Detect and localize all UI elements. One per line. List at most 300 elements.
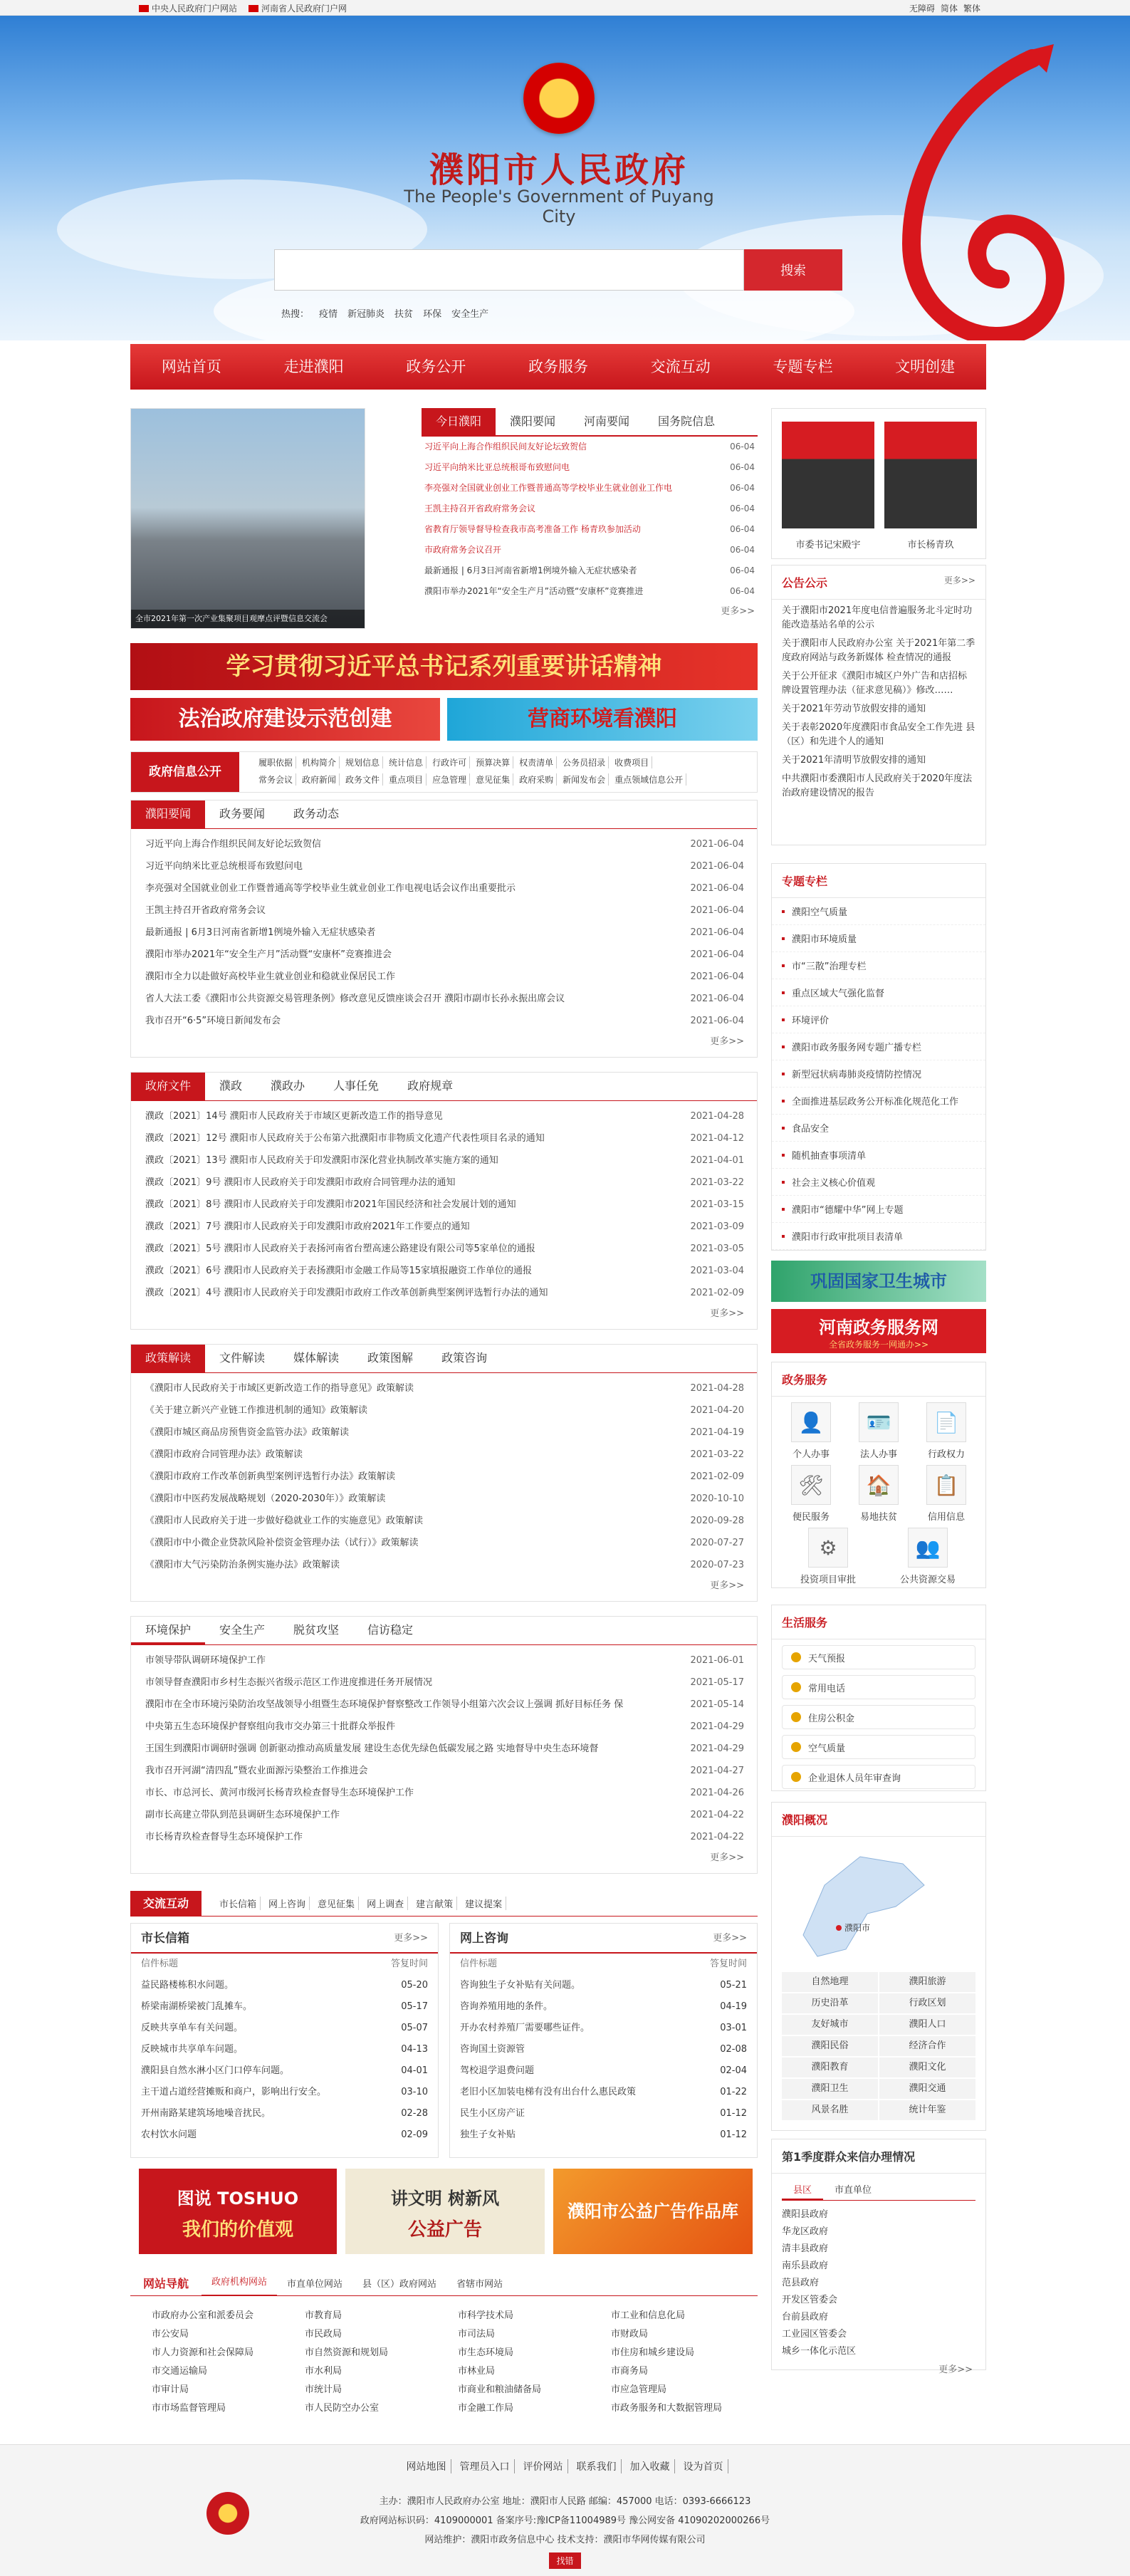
list-item[interactable]: [131, 1010, 757, 1032]
news-title[interactable]: 濮阳市举办2021年“安全生产月”活动暨“安康杯”竞赛推进: [424, 586, 644, 596]
letter-title[interactable]: 咨询独生子女补贴有关问题。: [460, 1980, 581, 1991]
site-link[interactable]: 市商业和粮油储备局: [458, 2384, 542, 2395]
overview-link[interactable]: 历史沿革: [782, 1993, 878, 2013]
gov-info-link[interactable]: 预算决算: [473, 756, 513, 768]
notice-item[interactable]: 关于濮阳市人民政府办公室 关于2021年第二季度政府网站与政务新媒体 检查情况的通报: [782, 638, 975, 663]
letter-title[interactable]: 桥梁南湖桥梁被门乱摊车。: [141, 2001, 253, 2012]
site-link[interactable]: 市交通运输局: [152, 2366, 208, 2377]
item-date: 2021-06-01: [690, 1655, 744, 1666]
list-item[interactable]: [131, 899, 757, 922]
letter-row[interactable]: [450, 2103, 757, 2124]
list-item[interactable]: [131, 988, 757, 1010]
list-item[interactable]: [131, 922, 757, 944]
news-title[interactable]: 市政府常务会议召开: [424, 545, 502, 555]
tab-today[interactable]: 今日濮阳: [422, 408, 496, 435]
leader-photo-2[interactable]: [884, 422, 977, 528]
service-item[interactable]: [849, 1402, 908, 1460]
list-item[interactable]: [131, 1716, 757, 1738]
gov-info-link[interactable]: 常务会议: [256, 773, 296, 786]
topic-item[interactable]: 随机抽查事项清单: [772, 1142, 985, 1169]
news-item[interactable]: [422, 478, 758, 499]
site-link[interactable]: 市人力资源和社会保障局: [152, 2347, 254, 2358]
tab-env-2[interactable]: 脱贫攻坚: [293, 1623, 340, 1637]
list-item[interactable]: [131, 1510, 757, 1532]
tab-docs-1[interactable]: 濮政办: [271, 1079, 305, 1093]
notice-item[interactable]: 关于表彰2020年度濮阳市食品安全工作先进 县（区）和先进个人的通知: [782, 722, 975, 747]
site-link[interactable]: 市金融工作局: [458, 2403, 514, 2414]
list-item[interactable]: [131, 1738, 757, 1760]
leader-photo-1[interactable]: [782, 422, 874, 528]
item-title[interactable]: 濮政〔2021〕6号 濮阳市人民政府关于表扬濮阳市金融工作局等15家填报融资工作单位的通报: [145, 1266, 533, 1276]
notice-item[interactable]: 关于濮阳市2021年度电信普遍服务北斗定时功能改造基站名单的公示: [782, 605, 973, 630]
site-link[interactable]: 市生态环境局: [458, 2347, 514, 2358]
site-link[interactable]: 市水利局: [305, 2366, 342, 2377]
letter-title[interactable]: 濮阳县自然水淋小区门口停车问题。: [141, 2065, 290, 2076]
item-title[interactable]: 市领导带队调研环境保护工作: [145, 1655, 266, 1666]
leader-name-1[interactable]: 市委书记宋殿宇: [795, 540, 861, 551]
letter-row[interactable]: [131, 1975, 438, 1996]
more-link[interactable]: 更多>>: [710, 1852, 744, 1863]
link-henan-gov[interactable]: [249, 2, 347, 14]
list-item[interactable]: [131, 1377, 757, 1399]
list-item[interactable]: [131, 1826, 757, 1848]
gov-info-link[interactable]: 政务文件: [342, 773, 383, 786]
list-item[interactable]: [131, 1172, 757, 1194]
item-title[interactable]: 《濮阳市城区商品房预售资金监管办法》政策解读: [145, 1427, 350, 1438]
list-item[interactable]: [131, 1194, 757, 1216]
gov-info-link[interactable]: 规划信息: [342, 756, 383, 768]
interaction-link[interactable]: 网上咨询: [265, 1897, 310, 1910]
site-link[interactable]: 市人民防空办公室: [305, 2403, 380, 2414]
item-title[interactable]: 濮政〔2021〕13号 濮阳市人民政府关于印发濮阳市深化营业执制改革实施方案的通知: [145, 1155, 498, 1166]
topic-item[interactable]: 食品安全: [772, 1115, 985, 1142]
tab-env-3[interactable]: 信访稳定: [367, 1623, 414, 1637]
tab-policy-2[interactable]: 政策图解: [367, 1351, 414, 1365]
error-report-badge[interactable]: 找错: [549, 2552, 580, 2569]
site-link[interactable]: 市审计局: [152, 2384, 189, 2395]
health-city-banner[interactable]: 巩固国家卫生城市: [771, 1261, 986, 1302]
list-item[interactable]: [131, 1399, 757, 1422]
site-link[interactable]: 市科学技术局: [458, 2310, 514, 2321]
list-item[interactable]: [131, 1488, 757, 1510]
list-item[interactable]: [131, 1672, 757, 1694]
gov-info-link[interactable]: 权责清单: [516, 756, 557, 768]
news-item[interactable]: [422, 499, 758, 519]
letter-row[interactable]: [131, 2082, 438, 2103]
overview-link[interactable]: 濮阳文化: [879, 2058, 975, 2077]
item-title[interactable]: 《濮阳市大气污染防治条例实施办法》政策解读: [145, 1560, 340, 1570]
list-item[interactable]: [131, 877, 757, 899]
tab-city-units[interactable]: 市直单位: [835, 2185, 872, 2196]
tab-henan-news[interactable]: 河南要闻: [584, 414, 630, 428]
nav-home[interactable]: 网站首页: [161, 358, 221, 375]
hot-item[interactable]: 新冠肺炎: [347, 309, 385, 320]
item-title[interactable]: 李亮强对全国就业创业工作暨普通高等学校毕业生就业创业工作电视电话会议作出重要批示: [145, 883, 516, 894]
item-title[interactable]: 王凯主持召开省政府常务会议: [145, 905, 266, 916]
list-item[interactable]: [131, 1554, 757, 1576]
item-title[interactable]: 濮政〔2021〕12号 濮阳市人民政府关于公布第六批濮阳市非物质文化遗产代表性项目名录的通知: [145, 1133, 545, 1144]
service-item[interactable]: [782, 1465, 840, 1523]
interaction-link[interactable]: 网上调查: [363, 1897, 408, 1910]
site-link[interactable]: 市自然资源和规划局: [305, 2347, 389, 2358]
topic-item[interactable]: 新型冠状病毒肺炎疫情防控情况: [772, 1060, 985, 1088]
letter-row[interactable]: [450, 2018, 757, 2039]
list-item[interactable]: [131, 1105, 757, 1127]
notice-item[interactable]: 关于2021年清明节放假安排的通知: [782, 755, 926, 766]
tab-policy-0[interactable]: 文件解读: [219, 1351, 266, 1365]
tab-env-1[interactable]: 安全生产: [219, 1623, 266, 1637]
list-item[interactable]: [131, 1782, 757, 1804]
letter-row[interactable]: [131, 2018, 438, 2039]
overview-link[interactable]: 经济合作: [879, 2036, 975, 2056]
letter-title[interactable]: 开办农村养殖厂需要哪些证件。: [460, 2023, 590, 2033]
more-link[interactable]: 更多>>: [721, 606, 755, 617]
list-item[interactable]: [131, 1149, 757, 1172]
gov-info-link[interactable]: 重点项目: [386, 773, 427, 786]
letter-row[interactable]: [131, 2124, 438, 2146]
complaint-item[interactable]: 华龙区政府: [782, 2226, 829, 2237]
tab-work-1[interactable]: 政务要闻: [219, 807, 266, 820]
life-item[interactable]: [782, 1705, 975, 1729]
letter-title[interactable]: 咨询养殖用地的条件。: [460, 2001, 553, 2012]
study-banner[interactable]: 学习贯彻习近平总书记系列重要讲话精神: [130, 643, 758, 690]
nav-civilization[interactable]: 文明创建: [895, 358, 956, 375]
gov-info-link[interactable]: 政府新闻: [299, 773, 340, 786]
item-title[interactable]: 《濮阳市人民政府关于进一步做好稳就业工作的实施意见》政策解读: [145, 1516, 424, 1526]
letter-title[interactable]: 民生小区房产证: [460, 2108, 525, 2119]
gov-service-banner[interactable]: [771, 1309, 986, 1353]
more-link[interactable]: 更多>>: [938, 2364, 973, 2375]
list-item[interactable]: [131, 1444, 757, 1466]
site-link[interactable]: 市统计局: [305, 2384, 342, 2395]
tab-sitenav-2[interactable]: 县（区）政府网站: [362, 2279, 437, 2290]
news-title[interactable]: 最新通报 | 6月3日河南省新增1例境外输入无症状感染者: [424, 565, 637, 575]
letter-title[interactable]: 独生子女补贴: [460, 2129, 516, 2140]
nav-topics[interactable]: 专题专栏: [773, 358, 833, 375]
complaint-item[interactable]: 范县政府: [782, 2278, 820, 2288]
service-item[interactable]: [881, 1528, 974, 1585]
list-item[interactable]: [131, 1694, 757, 1716]
topic-item[interactable]: 濮阳市政务服务网专题广播专栏: [772, 1033, 985, 1060]
item-title[interactable]: 《濮阳市中医药发展战略规划（2020-2030年）》政策解读: [145, 1493, 386, 1504]
item-title[interactable]: 省人大法工委《濮阳市公共资源交易管理条例》修改意见反馈座谈会召开 濮阳市副市长孙永振出席会议: [145, 994, 565, 1004]
item-title[interactable]: 濮政〔2021〕14号 濮阳市人民政府关于市域区更新改造工作的指导意见: [145, 1111, 443, 1122]
gov-info-link[interactable]: 政府采购: [516, 773, 557, 786]
overview-link[interactable]: 风景名胜: [782, 2100, 878, 2120]
tab-work-2[interactable]: 政务动态: [293, 807, 340, 820]
site-link[interactable]: 市公安局: [152, 2329, 189, 2340]
list-item[interactable]: [131, 855, 757, 877]
news-item[interactable]: [422, 581, 758, 602]
letter-title[interactable]: 主干道占道经营摊贩和商户，影响出行安全。: [141, 2087, 327, 2097]
gov-info-link[interactable]: 重点领域信息公开: [612, 773, 686, 786]
life-item[interactable]: [782, 1765, 975, 1789]
nav-about[interactable]: 走进濮阳: [283, 358, 344, 375]
letter-title[interactable]: 驾校退学退费问题: [460, 2065, 535, 2076]
item-title[interactable]: 《濮阳市政府工作改革创新典型案例评选暂行办法》政策解读: [145, 1471, 396, 1482]
list-item[interactable]: [131, 1216, 757, 1238]
footer-link[interactable]: 网站地图: [402, 2459, 451, 2473]
more-link[interactable]: 更多>>: [710, 1308, 744, 1319]
traditional-link[interactable]: 繁体: [963, 4, 980, 14]
letter-row[interactable]: [450, 2039, 757, 2060]
gov-info-link[interactable]: 新闻发布会: [560, 773, 609, 786]
tab-work-0[interactable]: 濮阳要闻: [131, 801, 205, 828]
list-item[interactable]: [131, 1760, 757, 1782]
site-link[interactable]: 市财政局: [611, 2329, 649, 2340]
nav-open-gov[interactable]: 政务公开: [406, 358, 466, 375]
gov-info-link[interactable]: 应急管理: [429, 773, 470, 786]
more-link[interactable]: 更多>>: [713, 1933, 747, 1944]
hot-item[interactable]: 疫情: [319, 309, 338, 320]
item-title[interactable]: 濮阳市全力以赴做好高校毕业生就业创业和稳就业保居民工作: [145, 971, 396, 982]
complaint-item[interactable]: 台前县政府: [782, 2312, 829, 2322]
list-item[interactable]: [131, 1532, 757, 1554]
site-link[interactable]: 市市场监督管理局: [152, 2403, 226, 2414]
topic-item[interactable]: 社会主义核心价值观: [772, 1169, 985, 1196]
ad-values[interactable]: [139, 2169, 337, 2254]
tab-policy-3[interactable]: 政策咨询: [441, 1351, 488, 1365]
news-item[interactable]: [422, 560, 758, 581]
complaint-item[interactable]: 南乐县政府: [782, 2260, 829, 2271]
complaint-item[interactable]: 清丰县政府: [782, 2243, 829, 2254]
letter-row[interactable]: [131, 2103, 438, 2124]
nav-interaction[interactable]: 交流互动: [650, 358, 711, 375]
gov-info-link[interactable]: 意见征集: [473, 773, 513, 786]
notice-item[interactable]: 中共濮阳市委濮阳市人民政府关于2020年度法治政府建设情况的报告: [782, 773, 973, 798]
news-item[interactable]: [422, 437, 758, 457]
item-title[interactable]: 濮政〔2021〕8号 濮阳市人民政府关于印发濮阳市2021年国民经济和社会发展计划的通知: [145, 1199, 516, 1210]
tab-policy-1[interactable]: 媒体解读: [293, 1351, 340, 1365]
topic-item[interactable]: 市“三散”治理专栏: [772, 952, 985, 979]
footer-link[interactable]: 设为首页: [679, 2459, 728, 2473]
letter-row[interactable]: [131, 2039, 438, 2060]
tab-puyang-news[interactable]: 濮阳要闻: [510, 414, 556, 428]
site-link[interactable]: 市住房和城乡建设局: [611, 2347, 695, 2358]
service-item[interactable]: [782, 1402, 840, 1460]
gov-info-link[interactable]: 统计信息: [386, 756, 427, 768]
topic-item[interactable]: 濮阳市行政审批项目表清单: [772, 1223, 985, 1250]
gov-info-link[interactable]: 公务员招录: [560, 756, 609, 768]
search-button[interactable]: 搜索: [744, 249, 842, 291]
interaction-link[interactable]: 市长信箱: [216, 1897, 261, 1910]
ad-civilization[interactable]: [345, 2169, 545, 2254]
accessibility-link[interactable]: 无障碍: [909, 4, 935, 14]
news-title[interactable]: 习近平向纳米比亚总统根哥布致慰问电: [424, 462, 570, 472]
complaint-item[interactable]: 濮阳县政府: [782, 2209, 829, 2220]
item-title[interactable]: 我市召开河湖“清四乱”暨农业面源污染整治工作推进会: [145, 1766, 368, 1776]
service-item[interactable]: [917, 1402, 975, 1460]
letter-title[interactable]: 反映共享单车有关问题。: [141, 2023, 244, 2033]
list-item[interactable]: [131, 1804, 757, 1826]
service-item[interactable]: [849, 1465, 908, 1523]
docs-tag: 政府文件: [131, 1073, 205, 1100]
item-title[interactable]: 濮阳市举办2021年“安全生产月”活动暨“安康杯”竞赛推进会: [145, 949, 392, 960]
overview-link[interactable]: 自然地理: [782, 1972, 878, 1992]
overview-link[interactable]: 统计年鉴: [879, 2100, 975, 2120]
life-item[interactable]: [782, 1675, 975, 1699]
more-link[interactable]: 更多>>: [394, 1933, 428, 1944]
overview-link[interactable]: 濮阳民俗: [782, 2036, 878, 2056]
topic-item[interactable]: 重点区域大气强化监督: [772, 979, 985, 1006]
item-title[interactable]: 《濮阳市中小微企业贷款风险补偿资金管理办法（试行）》政策解读: [145, 1538, 419, 1548]
topic-item[interactable]: 濮阳空气质量: [772, 898, 985, 925]
life-item[interactable]: [782, 1735, 975, 1759]
law-banner[interactable]: 法治政府建设示范创建: [130, 698, 440, 741]
more-link[interactable]: 更多>>: [710, 1036, 744, 1047]
gov-info-link[interactable]: 机构简介: [299, 756, 340, 768]
footer-link[interactable]: 联系我们: [572, 2459, 622, 2473]
tab-county[interactable]: 县区: [782, 2179, 823, 2200]
more-link[interactable]: 更多>>: [710, 1580, 744, 1591]
site-link[interactable]: 市教育局: [305, 2310, 342, 2321]
letter-row[interactable]: [450, 2060, 757, 2082]
overview-link[interactable]: 濮阳旅游: [879, 1972, 975, 1992]
letter-row[interactable]: [450, 1975, 757, 1996]
item-title[interactable]: 濮政〔2021〕9号 濮阳市人民政府关于印发濮阳市政府合同管理办法的通知: [145, 1177, 456, 1188]
list-item[interactable]: [131, 833, 757, 855]
letter-row[interactable]: [131, 1996, 438, 2018]
item-title[interactable]: 王国生到濮阳市调研时强调 创新驱动推动高质量发展 建设生态优先绿色低碳发展之路 实地督导中央生态环境督: [145, 1743, 599, 1754]
letter-row[interactable]: [450, 2124, 757, 2146]
tab-sitenav-0[interactable]: 政府机构网站: [202, 2270, 277, 2296]
search-input[interactable]: [274, 249, 744, 291]
site-link[interactable]: 市工业和信息化局: [611, 2310, 686, 2321]
news-title[interactable]: 李亮强对全国就业创业工作暨普通高等学校毕业生就业创业工作电: [424, 483, 673, 493]
item-title[interactable]: 《濮阳市政府合同管理办法》政策解读: [145, 1449, 303, 1460]
footer-link[interactable]: 加入收藏: [626, 2459, 675, 2473]
item-title[interactable]: 最新通报 | 6月3日河南省新增1例境外输入无症状感染者: [145, 927, 376, 938]
tab-state-council[interactable]: 国务院信息: [658, 414, 716, 428]
notice-item[interactable]: 关于2021年劳动节放假安排的通知: [782, 704, 926, 714]
letter-title[interactable]: 老旧小区加装电梯有没有出台什么惠民政策: [460, 2087, 637, 2097]
letter-row[interactable]: [450, 1996, 757, 2018]
overview-link[interactable]: 行政区划: [879, 1993, 975, 2013]
news-item[interactable]: [422, 519, 758, 540]
list-item[interactable]: [131, 1260, 757, 1282]
list-item[interactable]: [131, 1649, 757, 1672]
service-item[interactable]: [917, 1465, 975, 1523]
list-item[interactable]: [131, 944, 757, 966]
ad-public-works[interactable]: 濮阳市公益广告作品库: [553, 2169, 753, 2254]
letter-title[interactable]: 益民路楼栋积水问题。: [141, 1980, 234, 1991]
news-photo[interactable]: [130, 408, 365, 629]
list-item[interactable]: [131, 1282, 757, 1304]
life-item[interactable]: [782, 1645, 975, 1669]
hot-item[interactable]: 扶贫: [394, 309, 414, 320]
footer-link[interactable]: 评价网站: [519, 2459, 568, 2473]
news-title[interactable]: 王凯主持召开省政府常务会议: [424, 504, 536, 513]
tab-sitenav-3[interactable]: 省辖市网站: [456, 2279, 503, 2290]
site-link[interactable]: 市林业局: [458, 2366, 496, 2377]
site-link[interactable]: 市政府办公室和派委员会: [152, 2310, 254, 2321]
letter-title[interactable]: 反映城市共享单车问题。: [141, 2044, 244, 2055]
topic-item[interactable]: 濮阳市环境质量: [772, 925, 985, 952]
nav-services[interactable]: 政务服务: [528, 358, 589, 375]
overview-link[interactable]: 濮阳交通: [879, 2079, 975, 2099]
item-title[interactable]: 市长、市总河长、黄河市级河长杨青玖检查督导生态环境保护工作: [145, 1788, 414, 1798]
footer-link[interactable]: 管理员入口: [456, 2459, 515, 2473]
item-title[interactable]: 我市召开“6·5”环境日新闻发布会: [145, 1016, 281, 1026]
gov-info-link[interactable]: 收费项目: [612, 756, 652, 768]
overview-link[interactable]: 濮阳卫生: [782, 2079, 878, 2099]
item-title[interactable]: 濮政〔2021〕4号 濮阳市人民政府关于印发濮阳市政府工作改革创新典型案例评选暂行办法的通知: [145, 1288, 548, 1298]
link-central-gov[interactable]: [139, 2, 237, 14]
gov-info-link[interactable]: 履职依据: [256, 756, 296, 768]
interaction-link[interactable]: 意见征集: [314, 1897, 359, 1910]
complaint-item[interactable]: 开发区管委会: [782, 2295, 838, 2305]
news-title[interactable]: 省教育厅领导督导检查我市高考准备工作 杨青玖参加活动: [424, 524, 641, 534]
item-title[interactable]: 中央第五生态环境保护督察组向我市交办第三十批群众举报件: [145, 1721, 396, 1732]
service-item[interactable]: [782, 1528, 874, 1585]
letter-row[interactable]: [450, 2082, 757, 2103]
item-title[interactable]: 《濮阳市人民政府关于市域区更新改造工作的指导意见》政策解读: [145, 1383, 414, 1394]
site-link[interactable]: 市司法局: [458, 2329, 496, 2340]
hot-item[interactable]: 环保: [423, 309, 442, 320]
more-link[interactable]: 更多>>: [943, 575, 975, 585]
item-title[interactable]: 市领导督查濮阳市乡村生态振兴省级示范区工作进度推进任务开展情况: [145, 1677, 433, 1688]
gov-info-link[interactable]: 行政许可: [429, 756, 470, 768]
topic-item[interactable]: 濮阳市“德耀中华”网上专题: [772, 1196, 985, 1223]
simplified-link[interactable]: 简体: [940, 4, 958, 14]
topic-item[interactable]: 环境评价: [772, 1006, 985, 1033]
list-item[interactable]: [131, 1127, 757, 1149]
tab-docs-0[interactable]: 濮政: [219, 1079, 243, 1093]
item-title[interactable]: 濮政〔2021〕5号 濮阳市人民政府关于表扬河南省台塑高速公路建设有限公司等5家单位的通报: [145, 1243, 535, 1254]
item-title[interactable]: 市长杨青玖检查督导生态环境保护工作: [145, 1832, 303, 1842]
list-item[interactable]: [131, 1422, 757, 1444]
site-link[interactable]: 市民政局: [305, 2329, 342, 2340]
item-title[interactable]: 习近平向纳米比亚总统根哥布致慰问电: [145, 861, 303, 872]
news-item[interactable]: [422, 457, 758, 478]
site-link[interactable]: 市应急管理局: [611, 2384, 667, 2395]
list-item[interactable]: [131, 966, 757, 988]
letter-row[interactable]: [131, 2060, 438, 2082]
news-item[interactable]: [422, 540, 758, 560]
tab-docs-3[interactable]: 政府规章: [407, 1079, 454, 1093]
notice-item[interactable]: 关于公开征求《濮阳市城区户外广告和店招标牌设置管理办法（征求意见稿）》修改……: [782, 671, 968, 696]
overview-link[interactable]: 濮阳教育: [782, 2058, 878, 2077]
overview-link[interactable]: 濮阳人口: [879, 2015, 975, 2035]
item-title[interactable]: 副市长高建立带队到范县调研生态环境保护工作: [145, 1810, 340, 1820]
list-item[interactable]: [131, 1466, 757, 1488]
item-title[interactable]: 《关于建立新兴产业链工作推进机制的通知》政策解读: [145, 1405, 368, 1416]
leader-name-2[interactable]: 市长杨青玖: [907, 540, 954, 551]
complaint-item[interactable]: 工业园区管委会: [782, 2329, 847, 2340]
site-link[interactable]: 市政务服务和大数据管理局: [611, 2403, 723, 2414]
overview-link[interactable]: 友好城市: [782, 2015, 878, 2035]
tab-docs-2[interactable]: 人事任免: [333, 1079, 380, 1093]
tab-sitenav-1[interactable]: 市直单位网站: [287, 2279, 343, 2290]
docs-tabs: [131, 1073, 757, 1101]
item-title[interactable]: 濮阳市在全市环境污染防治攻坚战领导小组暨生态环境保护督察整改工作领导小组第六次会议上强调 抓好目标任务 保: [145, 1699, 624, 1710]
letter-title[interactable]: 开州南路某建筑场地噪音扰民。: [141, 2108, 271, 2119]
item-title[interactable]: 濮政〔2021〕7号 濮阳市人民政府关于印发濮阳市政府2021年工作要点的通知: [145, 1221, 470, 1232]
hot-item[interactable]: 安全生产: [451, 309, 489, 320]
item-title[interactable]: 习近平向上海合作组织民间友好论坛致贺信: [145, 839, 322, 850]
topic-item[interactable]: 全面推进基层政务公开标准化规范化工作: [772, 1088, 985, 1115]
letter-title[interactable]: 咨询国土资源管: [460, 2044, 525, 2055]
interaction-link[interactable]: 建言献策: [412, 1897, 457, 1910]
complaint-item[interactable]: 城乡一体化示范区: [782, 2346, 857, 2357]
interaction-link[interactable]: 建议提案: [461, 1897, 506, 1910]
list-item[interactable]: [131, 1238, 757, 1260]
letter-title[interactable]: 农村饮水问题: [141, 2129, 197, 2140]
business-banner[interactable]: 营商环境看濮阳: [447, 698, 758, 741]
tab-env-0[interactable]: 环境保护: [131, 1617, 205, 1644]
site-link[interactable]: 市商务局: [611, 2366, 649, 2377]
news-title[interactable]: 习近平向上海合作组织民间友好论坛致贺信: [424, 442, 587, 452]
